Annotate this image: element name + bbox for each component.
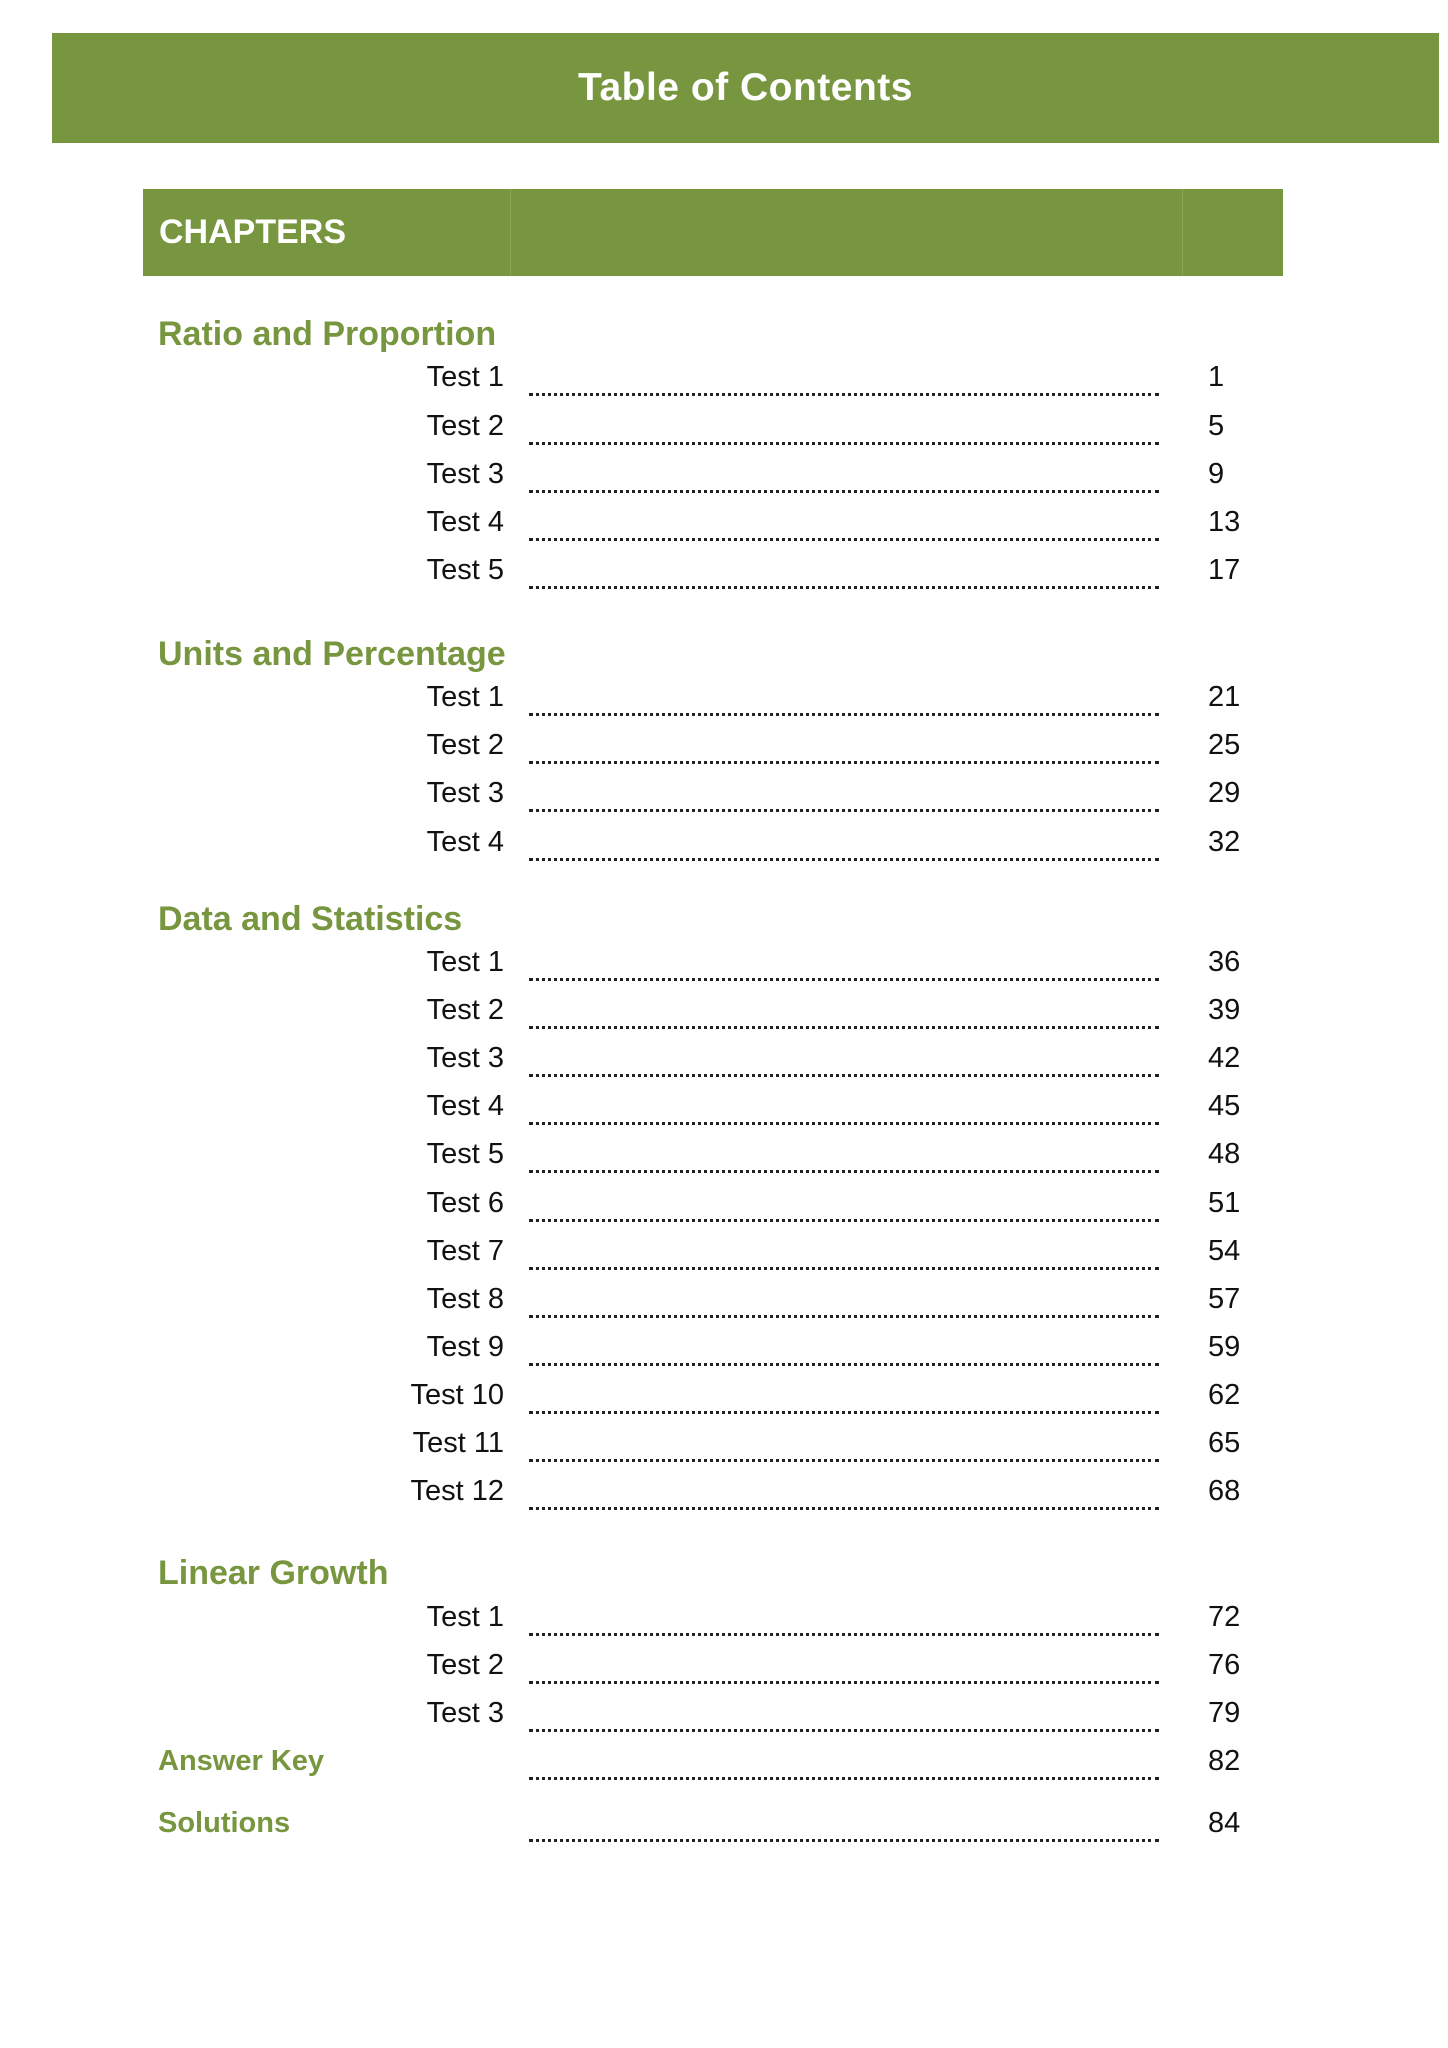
toc-entry-name: Test 4 xyxy=(426,506,504,538)
dot-leader xyxy=(529,1092,1159,1125)
dot-leader xyxy=(529,779,1159,812)
toc-entry-page: 32 xyxy=(1208,826,1241,858)
title-banner xyxy=(52,33,1439,143)
toc-entry-page: 17 xyxy=(1208,554,1241,586)
chapters-label: CHAPTERS xyxy=(159,213,347,251)
toc-entry-page: 39 xyxy=(1208,994,1241,1026)
dot-leader xyxy=(529,1747,1159,1780)
toc-entry[interactable] xyxy=(0,721,1448,769)
toc-entry-page: 68 xyxy=(1208,1475,1241,1507)
toc-entry-page: 5 xyxy=(1208,410,1225,442)
toc-entry-name: Test 4 xyxy=(426,826,504,858)
dot-leader xyxy=(529,1651,1159,1684)
toc-entry-page: 36 xyxy=(1208,946,1241,978)
toc-entry-page: 51 xyxy=(1208,1187,1241,1219)
toc-entry-name: Test 1 xyxy=(426,1601,504,1633)
toc-entry-name: Test 1 xyxy=(426,681,504,713)
dot-leader xyxy=(529,996,1159,1029)
toc-entry[interactable] xyxy=(0,1593,1448,1641)
dot-leader xyxy=(529,1285,1159,1318)
toc-entry-name: Test 3 xyxy=(426,1042,504,1074)
section-heading: Ratio and Proportion xyxy=(158,315,497,353)
toc-entry[interactable] xyxy=(0,1082,1448,1130)
dot-leader xyxy=(529,1381,1159,1414)
toc-entry-name: Test 3 xyxy=(426,1697,504,1729)
toc-entry-name: Test 2 xyxy=(426,994,504,1026)
toc-entry-solutions[interactable] xyxy=(0,1799,1448,1847)
toc-entry-name: Test 12 xyxy=(410,1475,504,1507)
toc-entry-name: Test 1 xyxy=(426,361,504,393)
dot-leader xyxy=(529,1809,1159,1842)
toc-entry-name: Test 7 xyxy=(426,1235,504,1267)
toc-entry-name: Test 5 xyxy=(426,1138,504,1170)
toc-entry-page: 13 xyxy=(1208,506,1241,538)
toc-entry-page: 42 xyxy=(1208,1042,1241,1074)
solutions-label: Solutions xyxy=(158,1807,291,1839)
toc-entry-name: Test 10 xyxy=(410,1379,504,1411)
toc-entry-page: 9 xyxy=(1208,458,1225,490)
toc-entry-page: 84 xyxy=(1208,1807,1241,1839)
toc-entry-name: Test 9 xyxy=(426,1331,504,1363)
answer-key-label: Answer Key xyxy=(158,1745,325,1777)
toc-entry-name: Test 4 xyxy=(426,1090,504,1122)
toc-entry[interactable] xyxy=(0,986,1448,1034)
toc-entry[interactable] xyxy=(0,1641,1448,1689)
dot-leader xyxy=(529,731,1159,764)
toc-entry-page: 72 xyxy=(1208,1601,1241,1633)
section-heading: Data and Statistics xyxy=(158,900,463,938)
toc-entry-name: Test 1 xyxy=(426,946,504,978)
dot-leader xyxy=(529,412,1159,445)
toc-entry-page: 76 xyxy=(1208,1649,1241,1681)
toc-entry[interactable] xyxy=(0,1371,1448,1419)
toc-entry-page: 48 xyxy=(1208,1138,1241,1170)
toc-entry-name: Test 5 xyxy=(426,554,504,586)
toc-entry-name: Test 2 xyxy=(426,1649,504,1681)
toc-entry-page: 82 xyxy=(1208,1745,1241,1777)
section-heading: Units and Percentage xyxy=(158,635,506,673)
dot-leader xyxy=(529,363,1159,396)
dot-leader xyxy=(529,948,1159,981)
toc-entry-page: 57 xyxy=(1208,1283,1241,1315)
dot-leader xyxy=(529,1333,1159,1366)
toc-entry-page: 54 xyxy=(1208,1235,1241,1267)
dot-leader xyxy=(529,1699,1159,1732)
toc-entry[interactable] xyxy=(0,1275,1448,1323)
toc-entry-name: Test 2 xyxy=(426,729,504,761)
toc-entry-name: Test 8 xyxy=(426,1283,504,1315)
toc-entry-page: 65 xyxy=(1208,1427,1241,1459)
dot-leader xyxy=(529,828,1159,861)
toc-entry-page: 29 xyxy=(1208,777,1241,809)
toc-entry[interactable] xyxy=(0,1034,1448,1082)
toc-entry-answer-key[interactable] xyxy=(0,1737,1448,1785)
toc-entry[interactable] xyxy=(0,1227,1448,1275)
toc-entry[interactable] xyxy=(0,546,1448,594)
toc-entry[interactable] xyxy=(0,1689,1448,1737)
dot-leader xyxy=(529,460,1159,493)
page-title: Table of Contents xyxy=(578,66,913,109)
toc-entry[interactable] xyxy=(0,1467,1448,1515)
toc-entry[interactable] xyxy=(0,673,1448,721)
dot-leader xyxy=(529,1477,1159,1510)
toc-entry-page: 59 xyxy=(1208,1331,1241,1363)
toc-entry[interactable] xyxy=(0,1419,1448,1467)
toc-entry-page: 45 xyxy=(1208,1090,1241,1122)
dot-leader xyxy=(529,556,1159,589)
toc-entry[interactable] xyxy=(0,402,1448,450)
dot-leader xyxy=(529,1140,1159,1173)
section-heading: Linear Growth xyxy=(158,1554,389,1592)
toc-entry[interactable] xyxy=(0,1130,1448,1178)
dot-leader xyxy=(529,508,1159,541)
dot-leader xyxy=(529,1429,1159,1462)
toc-entry-name: Test 3 xyxy=(426,777,504,809)
toc-entry[interactable] xyxy=(0,450,1448,498)
dot-leader xyxy=(529,1603,1159,1636)
toc-entry-name: Test 2 xyxy=(426,410,504,442)
dot-leader xyxy=(529,1237,1159,1270)
dot-leader xyxy=(529,1044,1159,1077)
toc-entry-name: Test 11 xyxy=(412,1427,504,1459)
header-column-divider xyxy=(510,189,511,276)
dot-leader xyxy=(529,1189,1159,1222)
toc-entry[interactable] xyxy=(0,353,1448,401)
toc-entry-page: 21 xyxy=(1208,681,1241,713)
header-column-divider xyxy=(1182,189,1183,276)
toc-entry-name: Test 6 xyxy=(426,1187,504,1219)
toc-entry[interactable] xyxy=(0,818,1448,866)
toc-entry[interactable] xyxy=(0,1323,1448,1371)
toc-entry-page: 1 xyxy=(1208,361,1225,393)
toc-entry[interactable] xyxy=(0,769,1448,817)
chapters-header-bar xyxy=(143,189,1283,276)
toc-entry-page: 62 xyxy=(1208,1379,1241,1411)
toc-entry-page: 25 xyxy=(1208,729,1241,761)
toc-entry[interactable] xyxy=(0,498,1448,546)
toc-entry[interactable] xyxy=(0,938,1448,986)
toc-entry-page: 79 xyxy=(1208,1697,1241,1729)
toc-entry[interactable] xyxy=(0,1179,1448,1227)
dot-leader xyxy=(529,683,1159,716)
toc-entry-name: Test 3 xyxy=(426,458,504,490)
